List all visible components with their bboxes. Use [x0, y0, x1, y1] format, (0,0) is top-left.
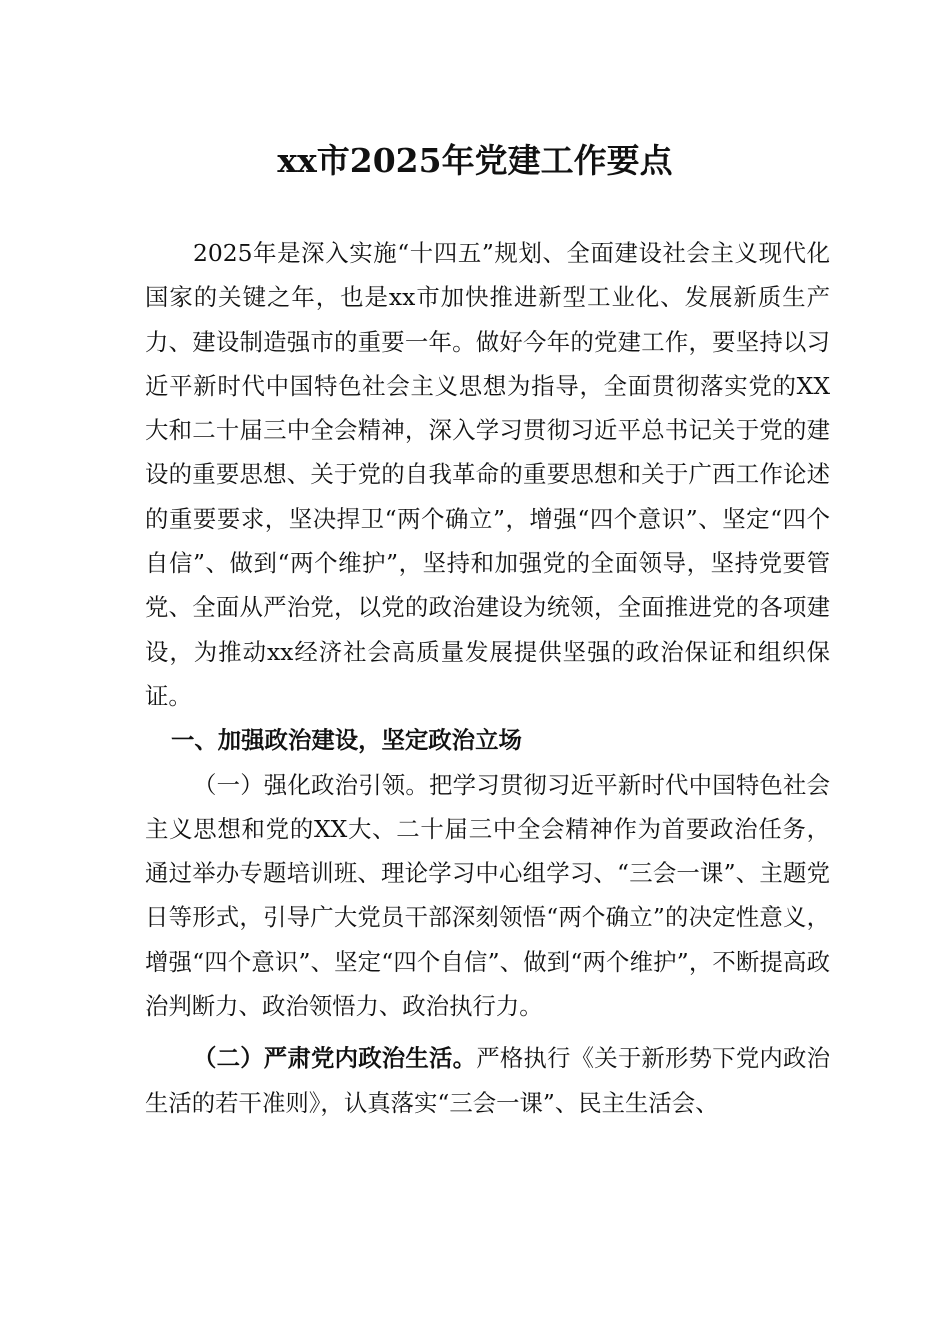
section-item-1 [145, 763, 830, 1029]
document-title: xx市2025年党建工作要点 [277, 141, 673, 180]
section-heading: 一、加强政治建设，坚定政治立场 [171, 726, 522, 755]
section-item-2 [145, 1036, 830, 1125]
paragraph-gap [145, 1028, 830, 1036]
item-text: 把学习贯彻习近平新时代中国特色社会主义思想和党的XX大、二十届三中全会精神作为首要政治任务，通过举办专题培训班、理论学习中心组学习、“三会一课”、主题党日等形式，引导广大党员干部深刻领悟“两个确立”的决定性意义，增强“四个意识”、坚定“四个自信”、做到“两个维护”，不断提高政治判断力、政治领悟力、政治执行力。 [145, 770, 831, 1021]
item-label: （一）强化政治引领。 [193, 770, 430, 799]
intro-paragraph: 2025年是深入实施“十四五”规划、全面建设社会主义现代化国家的关键之年，也是xx市加快推进新型工业化、发展新质生产力、建设制造强市的重要一年。做好今年的党建工作，要坚持以习近平新时代中国特色社会主义思想为指导，全面贯彻落实党的XX大和二十届三中全会精神，深入学习贯彻习近平总书记关于党的建设的重要思想、关于党的自我革命的重要思想和关于广西工作论述的重要要求，坚决捍卫“两个确立”，增强“四个意识”、坚定“四个自信”、做到“两个维护”，坚持和加强党的全面领导，坚持党要管党、全面从严治党，以党的政治建设为统领，全面推进党的各项建设，为推动xx经济社会高质量发展提供坚强的政治保证和组织保证。 [145, 239, 830, 710]
item-label: （二）严肃党内政治生活。 [193, 1044, 477, 1073]
item-text: 严格执行《关于新形势下党内政治生活的若干准则》，认真落实“三会一课”、民主生活会、 [145, 1044, 831, 1117]
document-body [145, 231, 830, 1125]
